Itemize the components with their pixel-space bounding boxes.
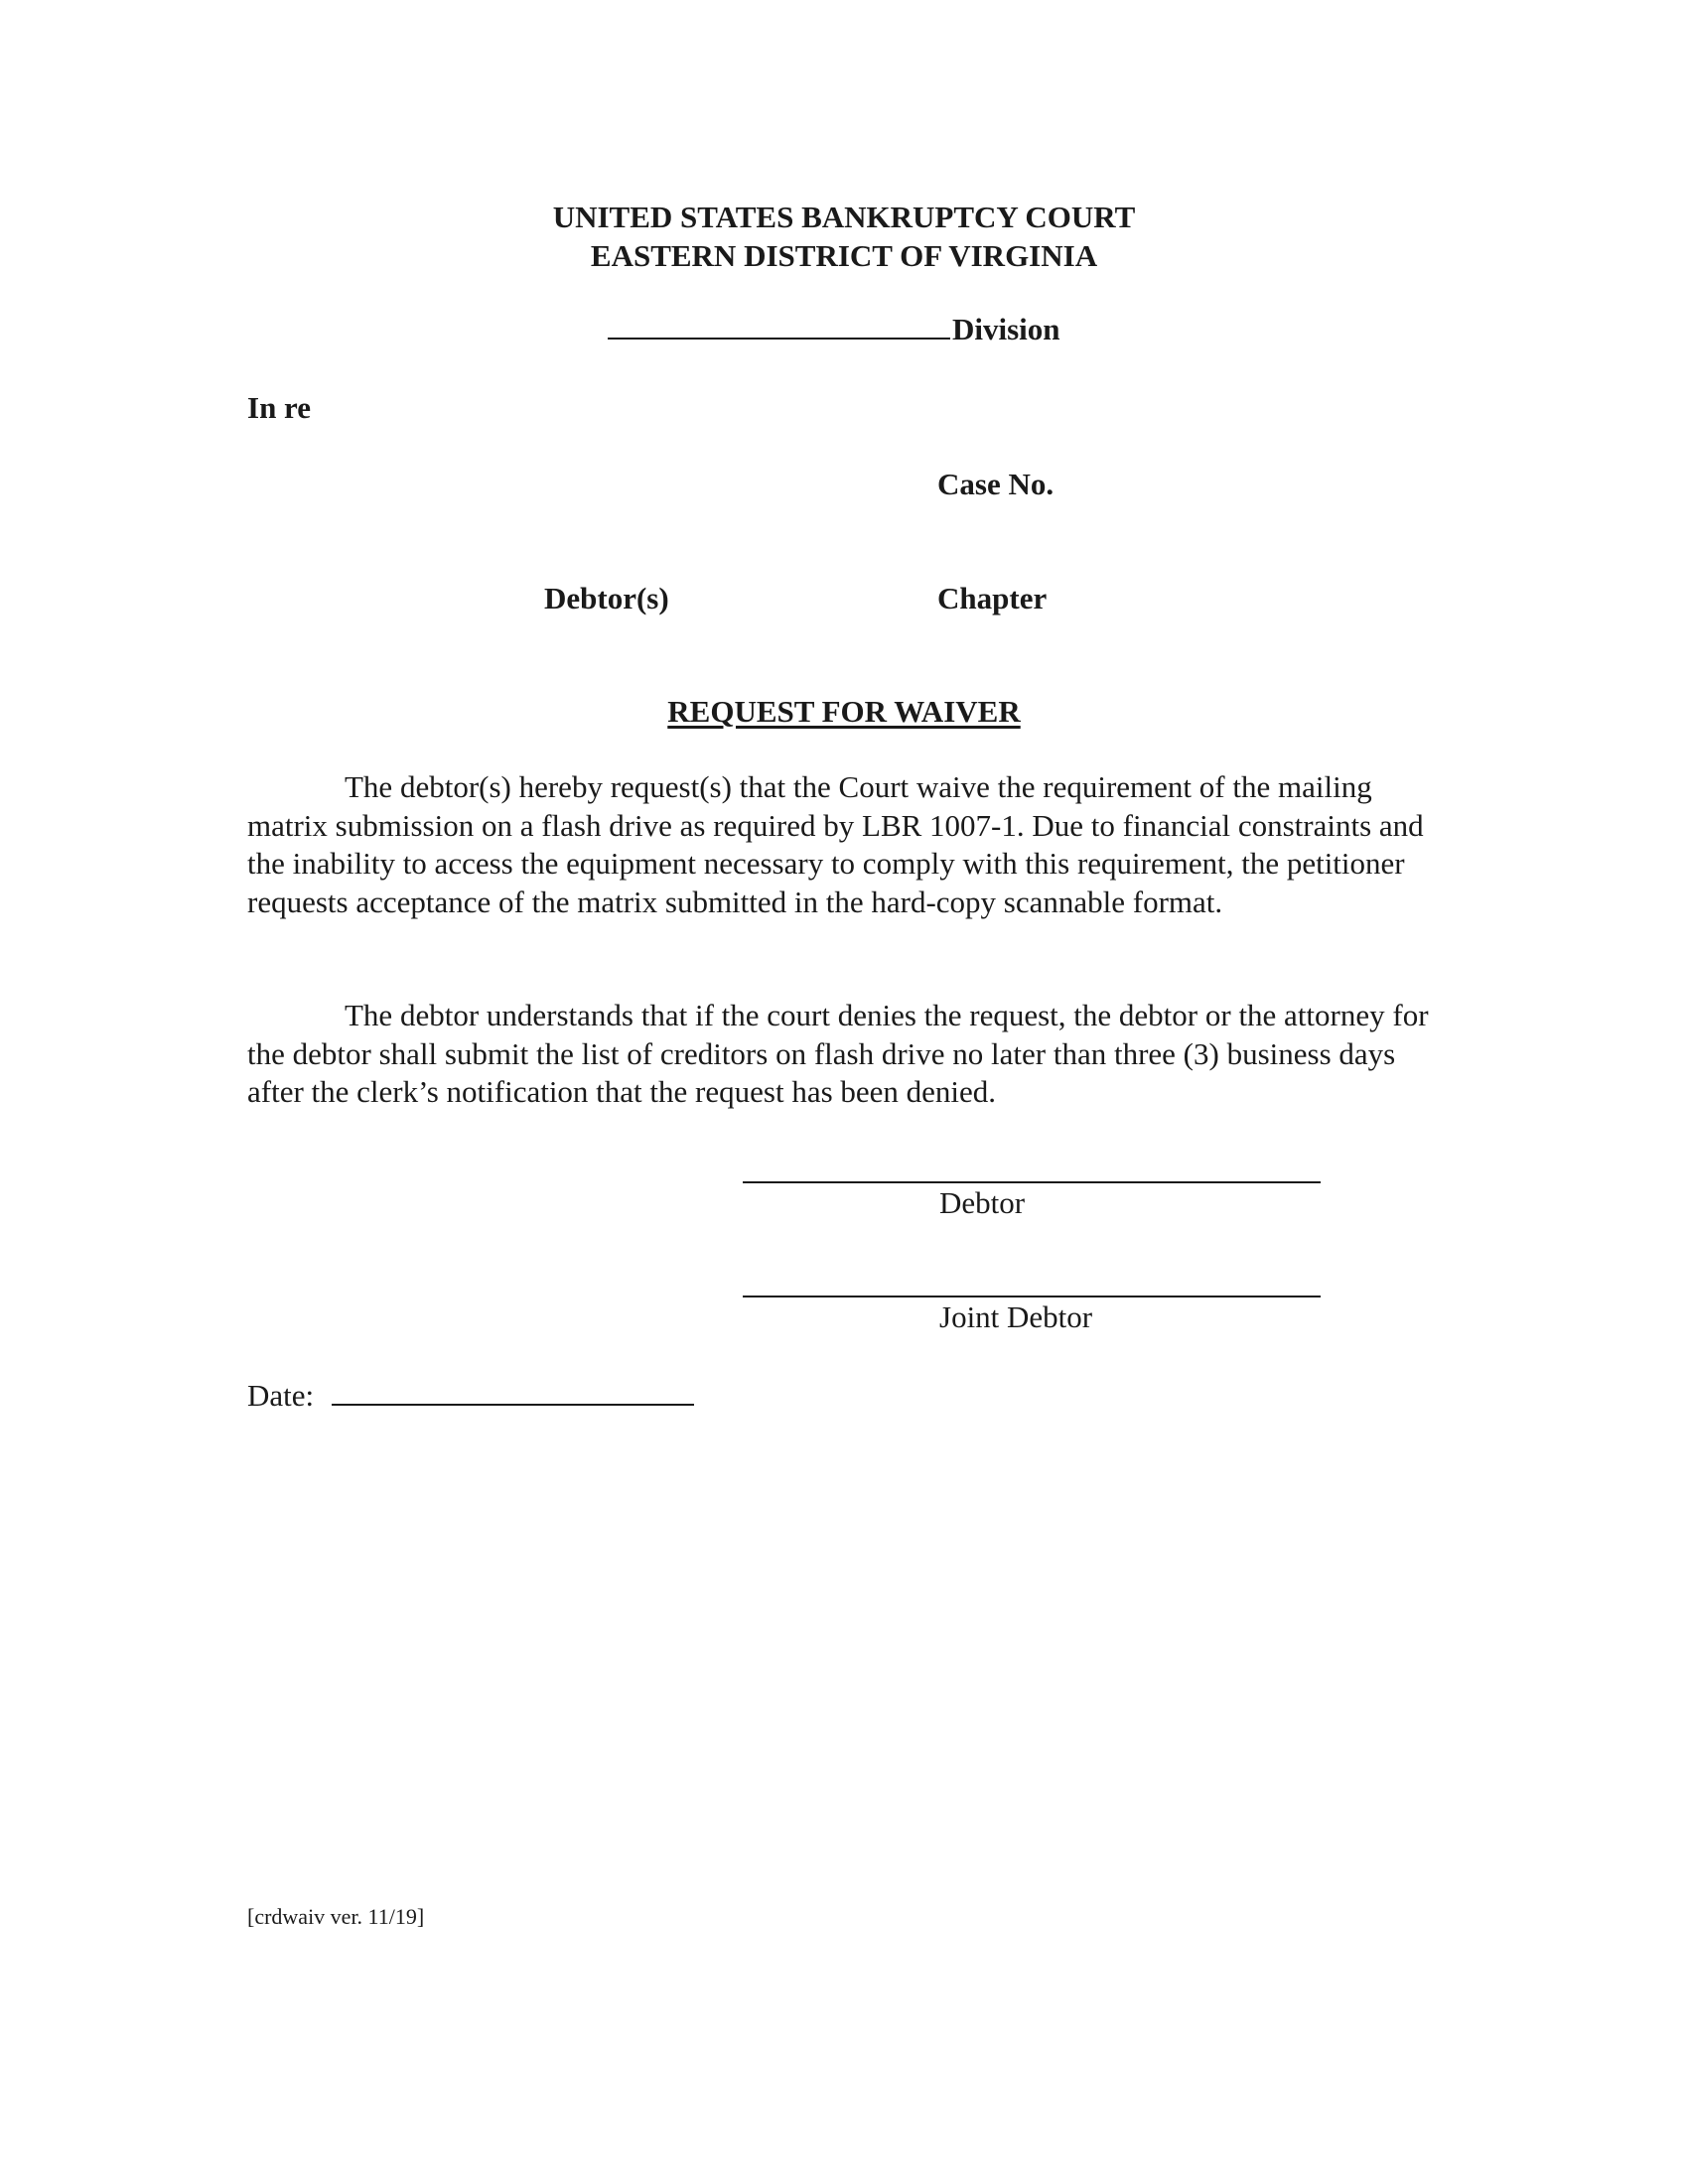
paragraph-2	[247, 997, 1429, 1112]
division-field	[608, 310, 1060, 347]
date-blank-line	[332, 1374, 694, 1406]
debtors-label: Debtor(s)	[544, 581, 669, 615]
court-name-heading: UNITED STATES BANKRUPTCY COURT	[552, 200, 1136, 234]
division-label: Division	[952, 312, 1060, 346]
date-field	[247, 1374, 694, 1414]
date-label: Date:	[247, 1378, 315, 1413]
division-blank-line	[608, 310, 950, 340]
debtor-signature-line	[743, 1181, 1321, 1183]
court-district-heading: EASTERN DISTRICT OF VIRGINIA	[590, 238, 1098, 273]
paragraph-1-text: The debtor(s) hereby request(s) that the Court waive the requirement of the mailing matrix submission on a flash drive as required by LBR 1007-1. Due to financial constraints and the inability to access the equipment necessary to comply with this requirement, the petitioner requests acceptance of the matrix submitted in the hard-copy scannable format.	[247, 769, 1424, 919]
joint-debtor-signature-label: Joint Debtor	[939, 1299, 1093, 1334]
paragraph-1	[247, 768, 1429, 921]
joint-debtor-signature-line	[743, 1296, 1321, 1297]
in-re-label: In re	[247, 390, 312, 425]
form-version-footer: [crdwaiv ver. 11/19]	[247, 1904, 425, 1929]
paragraph-2-text: The debtor understands that if the court denies the request, the debtor or the attorney for the debtor shall submit the list of creditors on flash drive no later than three (3) business days after the clerk’s notification that the request has been denied.	[247, 998, 1429, 1109]
debtor-signature-label: Debtor	[939, 1185, 1026, 1220]
chapter-label: Chapter	[937, 581, 1048, 615]
request-title: REQUEST FOR WAIVER	[667, 694, 1021, 729]
case-no-label: Case No.	[937, 467, 1055, 501]
